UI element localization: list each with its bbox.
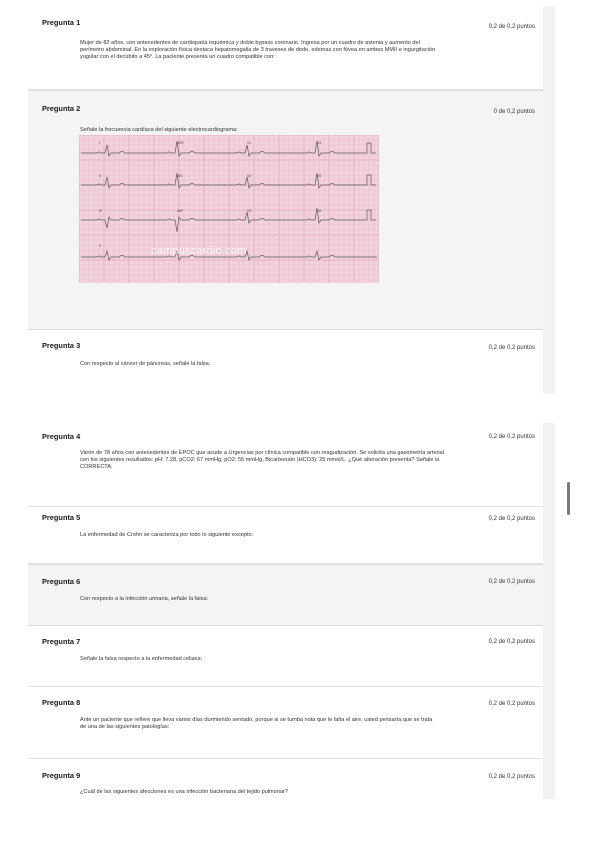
ecg-lead-label: aVR bbox=[177, 141, 184, 145]
question-title: Pregunta 1 bbox=[42, 18, 81, 27]
question-title: Pregunta 7 bbox=[42, 637, 81, 646]
question-score: 0,2 de 0,2 puntos bbox=[488, 345, 535, 351]
question-title: Pregunta 4 bbox=[42, 432, 81, 441]
ecg-lead-label: II bbox=[99, 244, 101, 248]
quiz-panel-top bbox=[28, 6, 555, 394]
question-4[interactable] bbox=[28, 423, 543, 507]
ecg-lead-label: V5 bbox=[317, 174, 322, 178]
question-text: Señale la falsa respecto a la enfermedad celiaca: bbox=[80, 656, 203, 662]
ecg-watermark: campuscardio.com bbox=[151, 245, 247, 257]
question-text: Varón de 78 años con antecedentes de EPOC que acude a Urgencias por clínica compatible con reagudización. Se solicita una gasometría arterial con los siguientes resultados: pH: 7.28, pCO2: 67 mmHg, pO2: 55 mmHg, Bicarbonato (HCO3): 25 mmol/L. ¿Qué alteración presenta? Señale la CORRECTA: bbox=[80, 450, 445, 471]
ecg-lead-label: I bbox=[99, 141, 100, 145]
question-title: Pregunta 6 bbox=[42, 577, 81, 586]
question-8[interactable] bbox=[28, 687, 543, 759]
question-1[interactable] bbox=[28, 6, 543, 90]
question-score: 0,2 de 0,2 puntos bbox=[488, 516, 535, 522]
ecg-lead-label: II bbox=[99, 174, 101, 178]
question-score: 0,2 de 0,2 puntos bbox=[488, 24, 535, 30]
question-title: Pregunta 2 bbox=[42, 104, 81, 113]
question-score: 0,2 de 0,2 puntos bbox=[488, 701, 535, 707]
question-2[interactable] bbox=[28, 90, 543, 330]
ecg-lead-label: V1 bbox=[247, 141, 252, 145]
question-5[interactable] bbox=[28, 507, 543, 564]
question-score: 0 de 0,2 puntos bbox=[493, 109, 535, 115]
page-scrollbar-thumb[interactable] bbox=[567, 482, 570, 515]
ecg-tracing bbox=[79, 135, 379, 283]
question-score: 0,2 de 0,2 puntos bbox=[488, 639, 535, 645]
ecg-image bbox=[79, 135, 379, 283]
question-text: Con respecto al cáncer de páncreas, señale la falsa: bbox=[80, 361, 211, 367]
question-title: Pregunta 3 bbox=[42, 341, 81, 350]
ecg-lead-label: aVF bbox=[177, 209, 184, 213]
question-score: 0,2 de 0,2 puntos bbox=[488, 579, 535, 585]
question-score: 0,2 de 0,2 puntos bbox=[488, 774, 535, 780]
question-3[interactable] bbox=[28, 330, 543, 394]
question-7[interactable] bbox=[28, 626, 543, 687]
question-title: Pregunta 8 bbox=[42, 698, 81, 707]
question-text: ¿Cuál de las siguientes afecciones es una infección bacteriana del tejido pulmonar? bbox=[80, 789, 289, 795]
question-title: Pregunta 5 bbox=[42, 513, 81, 522]
question-text: Mujer de 82 años, con antecedentes de cardiopatía isquémica y doble bypass coronario. Ingresa por un cuadro de astenia y aumento del perímetro abdominal. En la exploración física destaca hepatomegalia de 3 traveses de dedo, edemas con fóvea en ambos MMII e ingurgitación yugular con el decúbito a 45°. La paciente presenta un cuadro compatible con: bbox=[80, 40, 436, 61]
ecg-lead-label: III bbox=[99, 209, 102, 213]
question-score: 0,2 de 0,2 puntos bbox=[488, 434, 535, 440]
question-text: La enfermedad de Crohn se caracteriza por todo lo siguiente excepto: bbox=[80, 532, 254, 538]
question-text: Ante un paciente que refiere que lleva varios días durmiendo sentado, porque si se tumba nota que le falta el aire, usted pensaría que se trata de una de las siguientes patologías: bbox=[80, 717, 433, 731]
ecg-lead-label: V2 bbox=[247, 174, 252, 178]
question-text: Señale la frecuencia cardíaca del siguiente electrocardiograma: bbox=[80, 127, 238, 133]
panel-scroll-track bbox=[543, 6, 555, 394]
ecg-lead-label: V6 bbox=[317, 209, 322, 213]
ecg-lead-label: aVL bbox=[177, 174, 184, 178]
quiz-panel-bottom bbox=[28, 423, 555, 799]
question-6[interactable] bbox=[28, 564, 543, 626]
ecg-lead-label: V4 bbox=[317, 141, 322, 145]
panel-scroll-track bbox=[543, 423, 555, 799]
ecg-lead-label: V3 bbox=[247, 209, 252, 213]
question-title: Pregunta 9 bbox=[42, 771, 81, 780]
question-text: Con respecto a la infección urinaria, señale la falsa: bbox=[80, 596, 209, 602]
question-9[interactable] bbox=[28, 759, 543, 799]
